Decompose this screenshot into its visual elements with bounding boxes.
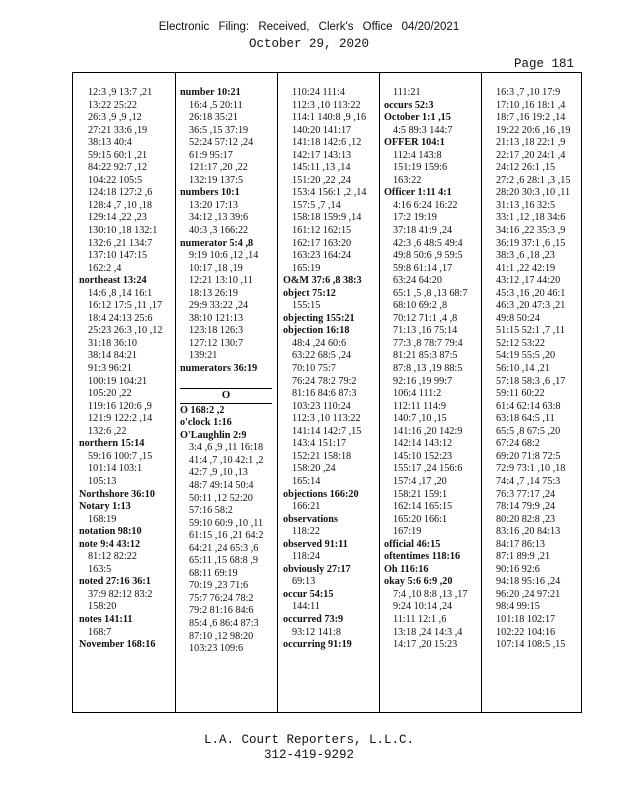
index-references: 163:22 — [393, 174, 422, 186]
index-references: 65:11 ,15 68:8 ,9 — [189, 555, 258, 567]
index-references: 17:2 19:19 — [393, 212, 437, 224]
index-references: 59:11 60:22 — [496, 388, 545, 400]
index-references: 72:9 73:1 ,10 ,18 — [496, 463, 566, 475]
index-references: 61:4 62:14 63:8 — [496, 400, 561, 412]
index-column-4 — [384, 87, 476, 652]
index-references: 87:10 ,12 98:20 — [189, 630, 254, 642]
index-references: 81:12 82:22 — [88, 551, 137, 563]
index-references: 70:19 ,23 71:6 — [189, 580, 249, 592]
index-references: 87:8 ,13 ,19 88:5 — [393, 363, 463, 375]
index-references: 158:20 ,24 — [292, 463, 336, 475]
index-references: 103:23 109:6 — [189, 643, 244, 655]
court-reporter-name: L.A. Court Reporters, L.L.C. — [203, 733, 415, 747]
index-references: 17:10 ,16 18:1 ,4 — [496, 99, 566, 111]
index-references: 43:12 ,17 44:20 — [496, 275, 561, 287]
index-references: 38:3 ,6 ,18 ,23 — [496, 250, 555, 262]
court-reporter-phone: 312-419-9292 — [263, 748, 354, 762]
index-references: 152:21 158:18 — [292, 450, 352, 462]
index-references: 70:12 71:1 ,4 ,8 — [393, 312, 458, 324]
index-references: 104:22 105:5 — [88, 174, 143, 186]
index-references: 112:11 114:9 — [393, 400, 446, 412]
index-references: 48:7 49:14 50:4 — [189, 479, 254, 491]
index-references: 4:16 6:24 16:22 — [393, 199, 458, 211]
index-references: 4:5 89:3 144:7 — [393, 124, 453, 136]
section-spacer — [180, 376, 272, 389]
index-references: 81:16 84:6 87:3 — [292, 388, 357, 400]
index-references: 12:3 ,9 13:7 ,21 — [88, 87, 153, 98]
index-references: 75:7 76:24 78:2 — [189, 592, 254, 604]
index-references: 107:14 108:5 ,15 — [496, 639, 566, 651]
index-references: 166:21 — [292, 501, 321, 513]
index-references: 127:12 130:7 — [189, 337, 244, 349]
index-references: 11:11 12:1 ,6 — [393, 613, 447, 625]
index-references: 24:12 26:1 ,15 — [496, 162, 556, 174]
index-references: 84:17 86:13 — [496, 538, 545, 550]
index-references: 142:17 143:13 — [292, 149, 352, 161]
index-references: 28:20 30:3 ,10 ,11 — [496, 187, 571, 199]
index-references: 41:4 ,7 ,10 42:1 ,2 — [189, 454, 264, 466]
index-references: 18:13 26:19 — [189, 287, 238, 299]
index-references: 93:12 141:8 — [292, 626, 341, 638]
index-references: 161:12 162:15 — [292, 225, 352, 237]
index-references: 145:11 ,13 ,14 — [292, 162, 351, 174]
index-references: 98:4 99:15 — [496, 601, 540, 613]
index-references: 118:22 — [292, 526, 320, 538]
index-references: 142:14 143:12 — [393, 438, 453, 450]
index-references: 34:12 ,13 39:6 — [189, 212, 249, 224]
index-term: noted 27:16 36:1 — [79, 576, 151, 588]
index-references: 38:10 121:13 — [189, 312, 244, 324]
index-term: Officer 1:11 4:1 — [384, 187, 452, 199]
index-term: occurring 91:19 — [283, 639, 352, 651]
index-references: 118:24 — [292, 551, 320, 563]
column-divider — [379, 73, 380, 712]
index-references: 80:20 82:8 ,23 — [496, 513, 556, 525]
index-references: 101:18 102:17 — [496, 613, 556, 625]
index-references: 76:3 77:17 ,24 — [496, 488, 556, 500]
index-term: obviously 27:17 — [283, 563, 351, 575]
index-references: 14:6 ,8 ,14 16:1 — [88, 287, 153, 299]
index-references: 111:21 — [393, 87, 421, 98]
index-references: 137:10 147:15 — [88, 250, 148, 262]
index-references: 63:22 68:5 ,24 — [292, 350, 352, 362]
index-references: 105:20 ,22 — [88, 388, 132, 400]
index-term: occur 54:15 — [283, 588, 334, 600]
index-references: 158:20 — [88, 601, 117, 613]
index-column-5 — [487, 87, 579, 652]
index-references: 141:14 142:7 ,15 — [292, 425, 362, 437]
index-references: 36:19 37:1 ,6 ,15 — [496, 237, 566, 249]
index-frame — [72, 72, 582, 713]
index-references: 165:14 — [292, 475, 321, 487]
index-references: 145:10 152:23 — [393, 450, 453, 462]
index-references: 31:18 36:10 — [88, 337, 137, 349]
index-term: November 168:16 — [79, 639, 156, 651]
index-references: 103:23 110:24 — [292, 400, 351, 412]
index-term: observations — [283, 513, 338, 525]
index-references: 91:3 96:21 — [88, 363, 132, 375]
index-references: 100:19 104:21 — [88, 375, 148, 387]
index-references: 81:21 85:3 87:5 — [393, 350, 458, 362]
index-references: 13:20 17:13 — [189, 199, 238, 211]
index-term: O&M 37:6 ,8 38:3 — [283, 275, 362, 287]
index-references: 163:23 164:24 — [292, 250, 352, 262]
index-references: 121:9 122:2 ,14 — [88, 413, 153, 425]
index-term: objecting 155:21 — [283, 312, 355, 324]
index-term: Notary 1:13 — [79, 501, 131, 513]
index-references: 165:19 — [292, 262, 321, 274]
index-references: 112:4 143:8 — [393, 149, 442, 161]
index-references: 52:12 53:22 — [496, 337, 545, 349]
index-references: 65:1 ,5 ,8 ,13 68:7 — [393, 287, 468, 299]
index-references: 157:4 ,17 ,20 — [393, 475, 447, 487]
document-date: October 29, 2020 — [248, 37, 370, 51]
index-references: 165:20 166:1 — [393, 513, 448, 525]
index-references: 144:11 — [292, 601, 320, 613]
index-references: 163:5 — [88, 563, 112, 575]
index-references: 96:20 ,24 97:21 — [496, 588, 561, 600]
index-references: 65:5 ,8 67:5 ,20 — [496, 425, 561, 437]
index-references: 9:19 10:6 ,12 ,14 — [189, 250, 259, 262]
index-term: objections 166:20 — [283, 488, 359, 500]
index-term: Oh 116:16 — [384, 563, 429, 575]
index-term: okay 5:6 6:9 ,20 — [384, 576, 453, 588]
page-number: Page 181 — [513, 57, 574, 71]
index-references: 121:17 ,20 ,22 — [189, 162, 248, 174]
index-references: 48:4 ,24 60:6 — [292, 337, 347, 349]
index-references: 132:6 ,22 — [88, 425, 127, 437]
index-references: 26:3 ,9 ,9 ,12 — [88, 112, 142, 124]
index-references: 42:3 ,6 48:5 49:4 — [393, 237, 463, 249]
index-term: Northshore 36:10 — [79, 488, 155, 500]
index-references: 124:18 127:2 ,6 — [88, 187, 153, 199]
section-letter: O — [180, 388, 272, 402]
index-references: 36:5 ,15 37:19 — [189, 124, 249, 136]
index-references: 69:13 — [292, 576, 316, 588]
index-references: 102:22 104:16 — [496, 626, 556, 638]
index-term: notation 98:10 — [79, 526, 142, 538]
index-references: 162:14 165:15 — [393, 501, 453, 513]
index-references: 151:19 159:6 — [393, 162, 448, 174]
index-references: 59:10 60:9 ,10 ,11 — [189, 517, 264, 529]
index-references: 155:15 — [292, 300, 321, 312]
index-references: 42:7 ,9 ,10 ,13 — [189, 467, 248, 479]
index-term: October 1:1 ,15 — [384, 112, 451, 124]
index-references: 31:13 ,16 32:5 — [496, 199, 556, 211]
index-references: 71:13 ,16 75:14 — [393, 325, 458, 337]
index-term: occurs 52:3 — [384, 99, 434, 111]
index-references: 49:8 50:24 — [496, 312, 540, 324]
index-references: 92:16 ,19 99:7 — [393, 375, 453, 387]
column-divider — [175, 73, 176, 712]
index-references: 29:9 33:22 ,24 — [189, 300, 249, 312]
index-column-3 — [283, 87, 375, 652]
index-references: 26:18 35:21 — [189, 112, 238, 124]
index-references: 61:15 ,16 ,21 64:2 — [189, 530, 264, 542]
index-references: 16:4 ,5 20:11 — [189, 99, 243, 111]
index-term: notes 141:11 — [79, 613, 133, 625]
index-references: 18:4 24:13 25:6 — [88, 312, 153, 324]
index-references: 155:17 ,24 156:6 — [393, 463, 463, 475]
index-references: 141:16 ,20 142:9 — [393, 425, 463, 437]
column-divider — [277, 73, 278, 712]
index-column-1 — [79, 87, 171, 652]
index-references: 129:14 ,22 ,23 — [88, 212, 147, 224]
index-references: 139:21 — [189, 350, 218, 362]
index-term: number 10:21 — [180, 87, 241, 98]
index-references: 51:15 52:1 ,7 ,11 — [496, 325, 565, 337]
index-references: 112:3 ,10 113:22 — [292, 99, 361, 111]
index-references: 85:4 ,6 86:4 87:3 — [189, 617, 259, 629]
index-references: 112:3 ,10 113:22 — [292, 413, 361, 425]
index-references: 3:4 ,6 ,9 ,11 16:18 — [189, 442, 264, 454]
index-references: 40:3 ,3 166:22 — [189, 225, 249, 237]
index-references: 143:4 151:17 — [292, 438, 347, 450]
index-references: 77:3 ,8 78:7 79:4 — [393, 337, 463, 349]
index-references: 67:24 68:2 — [496, 438, 540, 450]
index-term: numerators 36:19 — [180, 363, 258, 375]
index-references: 132:6 ,21 134:7 — [88, 237, 153, 249]
index-references: 162:2 ,4 — [88, 262, 122, 274]
index-references: 141:18 142:6 ,12 — [292, 137, 362, 149]
index-references: 33:1 ,12 ,18 34:6 — [496, 212, 566, 224]
index-references: 63:18 64:5 ,11 — [496, 413, 555, 425]
index-references: 76:24 78:2 79:2 — [292, 375, 357, 387]
index-references: 18:7 ,16 19:2 ,14 — [496, 112, 566, 124]
index-references: 9:24 10:14 ,24 — [393, 601, 453, 613]
section-rule — [180, 403, 272, 404]
index-references: 168:7 — [88, 626, 112, 638]
index-references: 68:10 69:2 ,8 — [393, 300, 448, 312]
index-references: 25:23 26:3 ,10 ,12 — [88, 325, 163, 337]
index-references: 57:16 58:2 — [189, 505, 233, 517]
index-term: note 9:4 43:12 — [79, 538, 141, 550]
index-references: 87:1 89:9 ,21 — [496, 551, 551, 563]
index-term: numbers 10:1 — [180, 187, 240, 199]
index-references: 22:17 ,20 24:1 ,4 — [496, 149, 566, 161]
index-references: 61:9 95:17 — [189, 149, 233, 161]
index-references: 119:16 120:6 ,9 — [88, 400, 152, 412]
index-references: 74:4 ,7 ,14 75:3 — [496, 475, 561, 487]
index-term: O 168:2 ,2 — [180, 404, 225, 416]
index-references: 7:4 ,10 8:8 ,13 ,17 — [393, 588, 468, 600]
index-references: 13:22 25:22 — [88, 99, 137, 111]
index-references: 49:8 50:6 ,9 59:5 — [393, 250, 463, 262]
index-references: 54:19 55:5 ,20 — [496, 350, 556, 362]
index-references: 59:16 100:7 ,15 — [88, 450, 153, 462]
index-references: 52:24 57:12 ,24 — [189, 137, 254, 149]
column-divider — [481, 73, 482, 712]
index-references: 46:3 ,20 47:3 ,21 — [496, 300, 566, 312]
filing-stamp: Electronic Filing: Received, Clerk's Office 04/20/2021 — [158, 21, 460, 33]
index-references: 14:17 ,20 15:23 — [393, 639, 458, 651]
index-references: 70:10 75:7 — [292, 363, 336, 375]
index-references: 130:10 ,18 132:1 — [88, 225, 158, 237]
index-references: 90:16 92:6 — [496, 563, 540, 575]
index-term: northern 15:14 — [79, 438, 145, 450]
index-references: 157:5 ,7 ,14 — [292, 199, 341, 211]
index-references: 140:20 141:17 — [292, 124, 352, 136]
index-references: 83:16 ,20 84:13 — [496, 526, 561, 538]
index-references: 78:14 79:9 ,24 — [496, 501, 556, 513]
index-references: 63:24 64:20 — [393, 275, 442, 287]
index-term: oftentimes 118:16 — [384, 551, 461, 563]
index-references: 140:7 ,10 ,15 — [393, 413, 447, 425]
index-references: 34:16 ,22 35:3 ,9 — [496, 225, 566, 237]
index-references: 21:13 ,18 22:1 ,9 — [496, 137, 566, 149]
index-references: 50:11 ,12 52:20 — [189, 492, 253, 504]
index-references: 105:13 — [88, 475, 117, 487]
index-references: 158:21 159:1 — [393, 488, 448, 500]
index-references: 13:18 ,24 14:3 ,4 — [393, 626, 463, 638]
index-references: 16:3 ,7 ,10 17:9 — [496, 87, 561, 98]
index-references: 69:20 71:8 72:5 — [496, 450, 561, 462]
index-term: occurred 73:9 — [283, 613, 344, 625]
index-references: 45:3 ,16 ,20 46:1 — [496, 287, 566, 299]
index-references: 37:9 82:12 83:2 — [88, 588, 153, 600]
index-references: 27:2 ,6 28:1 ,3 ,15 — [496, 174, 571, 186]
index-references: 16:12 17:5 ,11 ,17 — [88, 300, 163, 312]
index-column-2 — [180, 87, 272, 656]
index-references: 19:22 20:6 ,16 ,19 — [496, 124, 571, 136]
index-term: OFFER 104:1 — [384, 137, 445, 149]
index-term: numerator 5:4 ,8 — [180, 237, 254, 249]
index-term: observed 91:11 — [283, 538, 348, 550]
index-term: O'Laughlin 2:9 — [180, 429, 247, 441]
index-references: 38:14 84:21 — [88, 350, 137, 362]
index-references: 114:1 140:8 ,9 ,16 — [292, 112, 367, 124]
index-references: 128:4 ,7 ,10 ,18 — [88, 199, 152, 211]
index-term: official 46:15 — [384, 538, 441, 550]
index-references: 84:22 92:7 ,12 — [88, 162, 148, 174]
index-references: 41:1 ,22 42:19 — [496, 262, 556, 274]
index-references: 101:14 103:1 — [88, 463, 143, 475]
index-references: 167:19 — [393, 526, 422, 538]
index-references: 12:21 13:10 ,11 — [189, 275, 253, 287]
index-references: 106:4 111:2 — [393, 388, 442, 400]
index-references: 68:11 69:19 — [189, 567, 238, 579]
index-references: 59:8 61:14 ,17 — [393, 262, 453, 274]
index-references: 158:18 159:9 ,14 — [292, 212, 362, 224]
index-term: object 75:12 — [283, 287, 336, 299]
index-references: 94:18 95:16 ,24 — [496, 576, 561, 588]
index-references: 38:13 40:4 — [88, 137, 132, 149]
index-references: 132:19 137:5 — [189, 174, 244, 186]
index-references: 151:20 ,22 ,24 — [292, 174, 351, 186]
index-references: 64:21 ,24 65:3 ,6 — [189, 542, 259, 554]
index-references: 168:19 — [88, 513, 117, 525]
index-references: 153:4 156:1 ,2 ,14 — [292, 187, 367, 199]
index-term: o'clock 1:16 — [180, 417, 232, 429]
index-references: 57:18 58:3 ,6 ,17 — [496, 375, 566, 387]
index-references: 162:17 163:20 — [292, 237, 352, 249]
index-references: 110:24 111:4 — [292, 87, 345, 98]
index-references: 123:18 126:3 — [189, 325, 244, 337]
index-term: objection 16:18 — [283, 325, 350, 337]
index-references: 59:15 60:1 ,21 — [88, 149, 148, 161]
index-references: 27:21 33:6 ,19 — [88, 124, 148, 136]
index-term: northeast 13:24 — [79, 275, 147, 287]
index-references: 37:18 41:9 ,24 — [393, 225, 453, 237]
index-references: 10:17 ,18 ,19 — [189, 262, 243, 274]
index-references: 56:10 ,14 ,21 — [496, 363, 550, 375]
index-references: 79:2 81:16 84:6 — [189, 605, 254, 617]
